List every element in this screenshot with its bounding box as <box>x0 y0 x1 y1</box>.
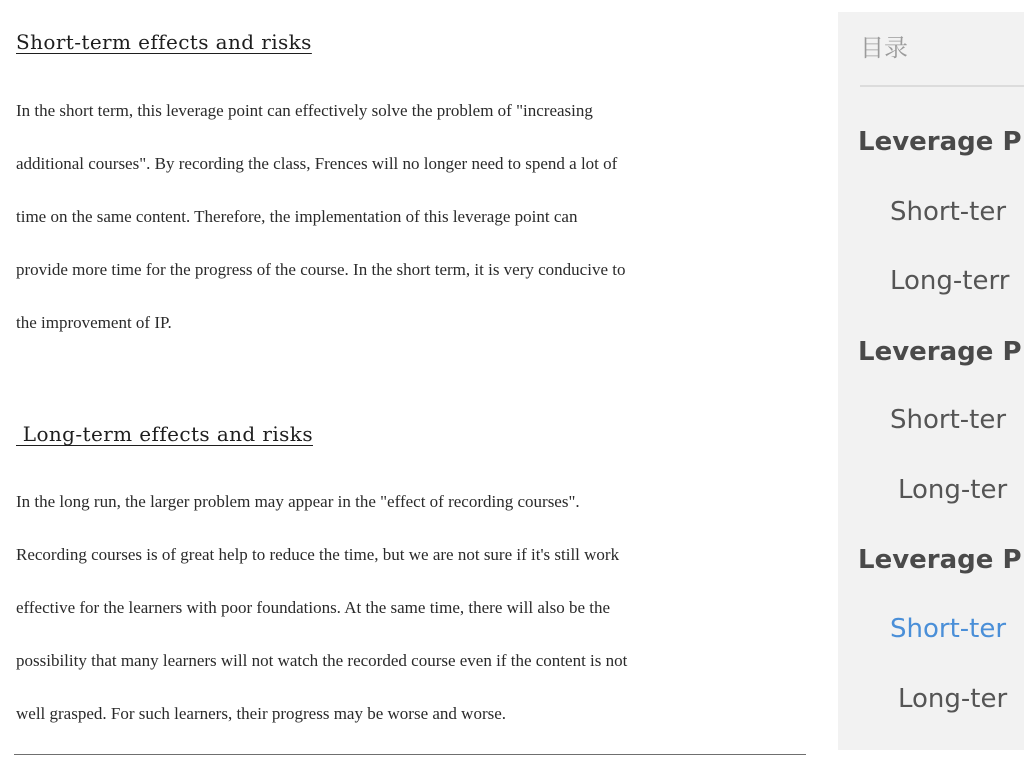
toc-item-leverage-point-1[interactable]: Leverage P <box>858 127 1022 157</box>
paragraph-line: In the short term, this leverage point can effectively solve the problem of "increasing <box>16 101 593 120</box>
toc-item-short-term-1[interactable]: Short-ter <box>890 197 1007 227</box>
toc-title: 目录 <box>860 34 908 62</box>
toc-divider <box>860 85 1024 87</box>
section-heading-short-term: Short-term effects and risks <box>16 30 312 54</box>
paragraph-long-term <box>16 475 816 740</box>
paragraph-line: effective for the learners with poor foundations. At the same time, there will also be the <box>16 598 611 617</box>
paragraph-line: possibility that many learners will not watch the recorded course even if the content is not <box>16 651 628 670</box>
table-of-contents-panel <box>838 12 1024 750</box>
paragraph-line: time on the same content. Therefore, the implementation of this leverage point can <box>16 207 578 226</box>
toc-item-short-term-3-active[interactable]: Short-ter <box>890 614 1007 644</box>
paragraph-line: provide more time for the progress of the course. In the short term, it is very conducive to <box>16 260 626 279</box>
toc-item-long-term-1[interactable]: Long-terr <box>890 266 1010 296</box>
paragraph-line: well grasped. For such learners, their progress may be worse and worse. <box>16 704 507 723</box>
paragraph-short-term <box>16 84 816 349</box>
paragraph-line: additional courses". By recording the class, Frences will no longer need to spend a lot of <box>16 154 618 173</box>
paragraph-line: In the long run, the larger problem may appear in the "effect of recording courses". <box>16 492 580 511</box>
paragraph-line: Recording courses is of great help to reduce the time, but we are not sure if it's still work <box>16 545 620 564</box>
toc-item-long-term-2[interactable]: Long-ter <box>898 475 1008 505</box>
paragraph-line: the improvement of IP. <box>16 313 172 332</box>
toc-item-short-term-2[interactable]: Short-ter <box>890 405 1007 435</box>
horizontal-divider <box>14 754 806 755</box>
toc-item-leverage-point-2[interactable]: Leverage P <box>858 337 1022 367</box>
toc-item-long-term-3[interactable]: Long-ter <box>898 684 1008 714</box>
section-heading-long-term: Long-term effects and risks <box>16 422 313 446</box>
toc-item-leverage-point-3[interactable]: Leverage P <box>858 545 1022 575</box>
